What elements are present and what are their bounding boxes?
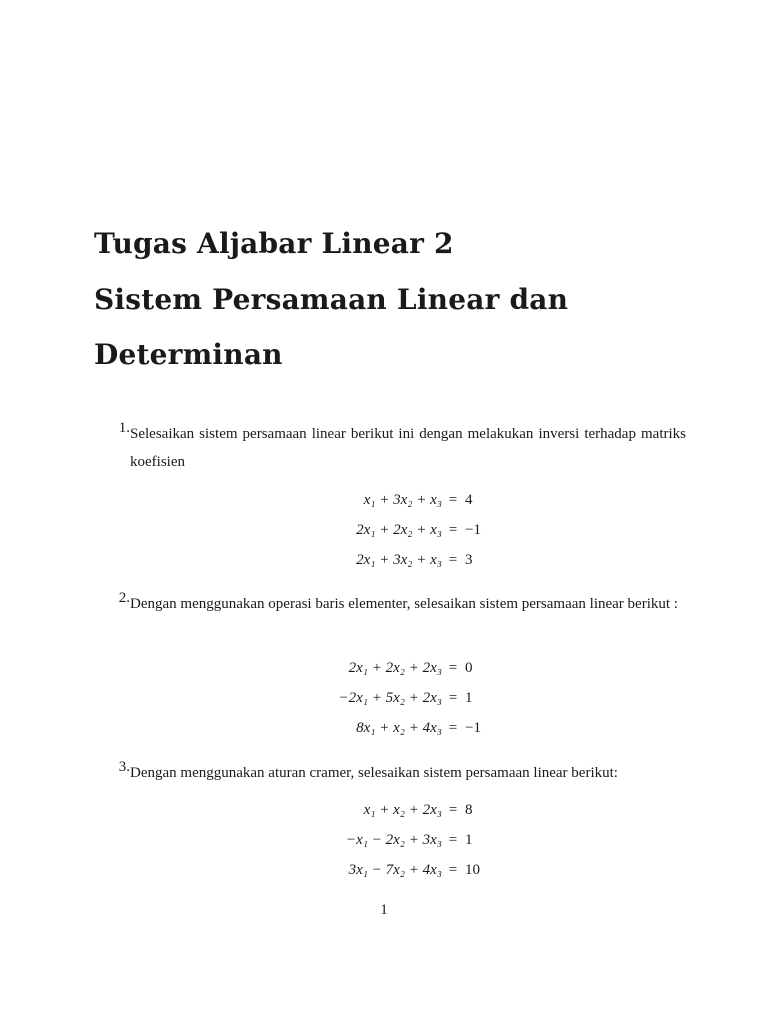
equation-equals: = [448, 552, 458, 568]
equation-rhs: 4 [465, 492, 473, 508]
equation-lhs: −2x₁ + 5x₂ + 2x₃ [338, 690, 442, 706]
equation-row [0, 489, 768, 511]
equation-rhs: 10 [465, 862, 480, 878]
problem-number: 3. [118, 759, 130, 775]
document-title-line-2: Sistem Persamaan Linear dan [94, 283, 569, 316]
equation-equals: = [448, 832, 458, 848]
equation-equals: = [448, 862, 458, 878]
equation-lhs: 8x₁ + x₂ + 4x₃ [356, 720, 442, 736]
equation-equals: = [448, 720, 458, 736]
equation-rhs: 3 [465, 552, 473, 568]
equation-equals: = [448, 660, 458, 676]
document-title-line-1: Tugas Aljabar Linear 2 [94, 227, 454, 260]
equation-row [0, 829, 768, 851]
equation-row [0, 859, 768, 881]
equation-row [0, 657, 768, 679]
equation-rhs: 8 [465, 802, 473, 818]
equation-equals: = [448, 492, 458, 508]
equation-rhs: 0 [465, 660, 473, 676]
equation-row [0, 549, 768, 571]
equation-rhs: −1 [465, 720, 481, 736]
problem-text: Dengan menggunakan aturan cramer, selesaikan sistem persamaan linear berikut: [130, 765, 618, 781]
equation-equals: = [448, 690, 458, 706]
equation-row [0, 717, 768, 739]
problem-text: Dengan menggunakan operasi baris elementer, selesaikan sistem persamaan linear berikut : [130, 596, 678, 612]
equation-row [0, 519, 768, 541]
equation-lhs: 2x₁ + 2x₂ + x₃ [356, 522, 442, 538]
problem-number: 2. [118, 590, 130, 606]
equation-rhs: 1 [465, 690, 473, 706]
equation-rhs: 1 [465, 832, 473, 848]
equation-row [0, 799, 768, 821]
equation-lhs: 2x₁ + 2x₂ + 2x₃ [348, 660, 442, 676]
problem-text: Selesaikan sistem persamaan linear berikut ini dengan melakukan inversi terhadap matriks koefisien [130, 426, 686, 470]
equation-equals: = [448, 522, 458, 538]
equation-row [0, 687, 768, 709]
equation-lhs: 2x₁ + 3x₂ + x₃ [356, 552, 442, 568]
equation-equals: = [448, 802, 458, 818]
equation-lhs: x₁ + 3x₂ + x₃ [363, 492, 442, 508]
page-number: 1 [380, 902, 388, 918]
equation-lhs: −x₁ − 2x₂ + 3x₃ [346, 832, 442, 848]
equation-rhs: −1 [465, 522, 481, 538]
problem-number: 1. [118, 420, 130, 436]
document-title-line-3: Determinan [94, 338, 283, 371]
equation-lhs: x₁ + x₂ + 2x₃ [363, 802, 442, 818]
equation-lhs: 3x₁ − 7x₂ + 4x₃ [348, 862, 442, 878]
